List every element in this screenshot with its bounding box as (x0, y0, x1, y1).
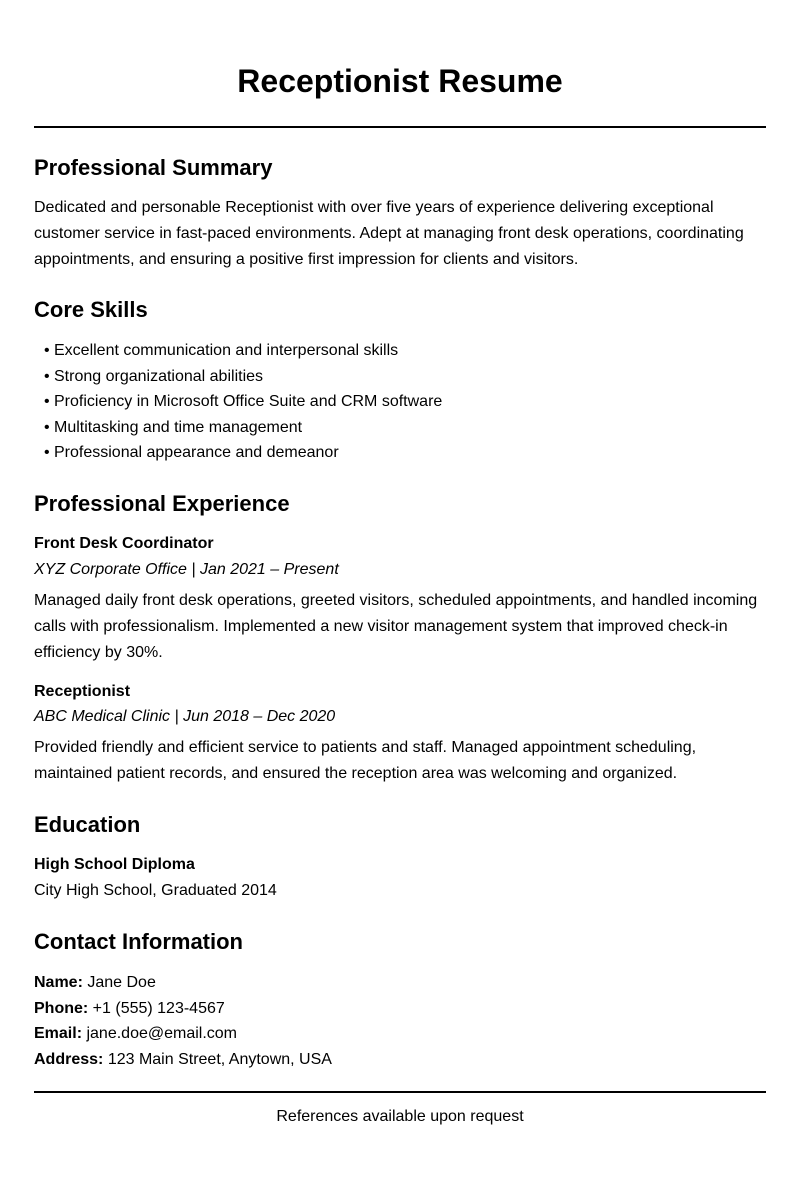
summary-line: Dedicated and personable Receptionist with over five years of experience delivering exceptional (34, 199, 714, 216)
skill-text: Proficiency in Microsoft Office Suite and CRM software (54, 393, 443, 410)
address-value: 123 Main Street, Anytown, USA (107, 1051, 332, 1069)
contact-email-row (34, 1021, 332, 1047)
experience-heading: Professional Experience (34, 491, 290, 516)
summary-line: customer service in fast-paced environments. Adept at managing front desk operations, coordinating (34, 225, 744, 242)
job-meta: XYZ Corporate Office | Jan 2021 – Present (34, 561, 339, 578)
skill-text: Excellent communication and interpersonal skills (54, 342, 399, 359)
phone-value: +1 (555) 123-4567 (92, 999, 225, 1017)
email-value: jane.doe@email.com (86, 1025, 238, 1043)
list-item (44, 440, 442, 466)
page-title: Receptionist Resume (237, 63, 563, 99)
job-description (34, 588, 769, 666)
contact-heading: Contact Information (34, 929, 243, 954)
bullet-glyph: • (44, 393, 50, 410)
job-description-line: maintained patient records, and ensured the reception area was welcoming and organized. (34, 765, 678, 782)
list-item (44, 415, 442, 441)
list-item (44, 389, 442, 415)
title-divider (34, 126, 766, 128)
job-description-line: efficiency by 30%. (34, 644, 163, 661)
bullet-glyph: • (44, 342, 50, 359)
contact-address-row (34, 1047, 332, 1073)
job-description-line: calls with professionalism. Implemented a new visitor management system that improved check-in (34, 618, 728, 635)
job-description (34, 735, 769, 787)
skills-heading: Core Skills (34, 297, 148, 322)
name-label: Name: (34, 974, 83, 991)
contact-details (34, 970, 332, 1073)
skill-text: Strong organizational abilities (54, 367, 264, 385)
job-title: Front Desk Coordinator (34, 535, 214, 552)
contact-name-row (34, 970, 332, 996)
summary-line: appointments, and ensuring a positive first impression for clients and visitors. (34, 251, 579, 268)
job-meta: ABC Medical Clinic | Jun 2018 – Dec 2020 (34, 708, 336, 725)
name-value: Jane Doe (87, 974, 156, 991)
bullet-glyph: • (44, 367, 50, 385)
summary-text (34, 195, 769, 273)
summary-heading: Professional Summary (34, 155, 273, 180)
degree-title: High School Diploma (34, 856, 195, 873)
list-item (44, 364, 442, 390)
contact-phone-row (34, 996, 332, 1022)
footer-note: References available upon request (276, 1108, 524, 1125)
list-item (44, 338, 442, 364)
email-label: Email: (34, 1025, 83, 1043)
address-label: Address: (34, 1051, 104, 1069)
education-heading: Education (34, 812, 141, 837)
bullet-glyph: • (44, 418, 50, 436)
skill-text: Professional appearance and demeanor (54, 444, 339, 461)
skill-text: Multitasking and time management (54, 418, 303, 436)
bullet-glyph: • (44, 444, 50, 461)
job-description-line: Provided friendly and efficient service to patients and staff. Managed appointment scheduling, (34, 739, 697, 756)
school-line: City High School, Graduated 2014 (34, 882, 277, 899)
phone-label: Phone: (34, 999, 89, 1017)
job-description-line: Managed daily front desk operations, greeted visitors, scheduled appointments, and handled incoming (34, 592, 758, 609)
job-title: Receptionist (34, 683, 131, 700)
skills-list (44, 338, 442, 466)
footer-divider (34, 1091, 766, 1093)
